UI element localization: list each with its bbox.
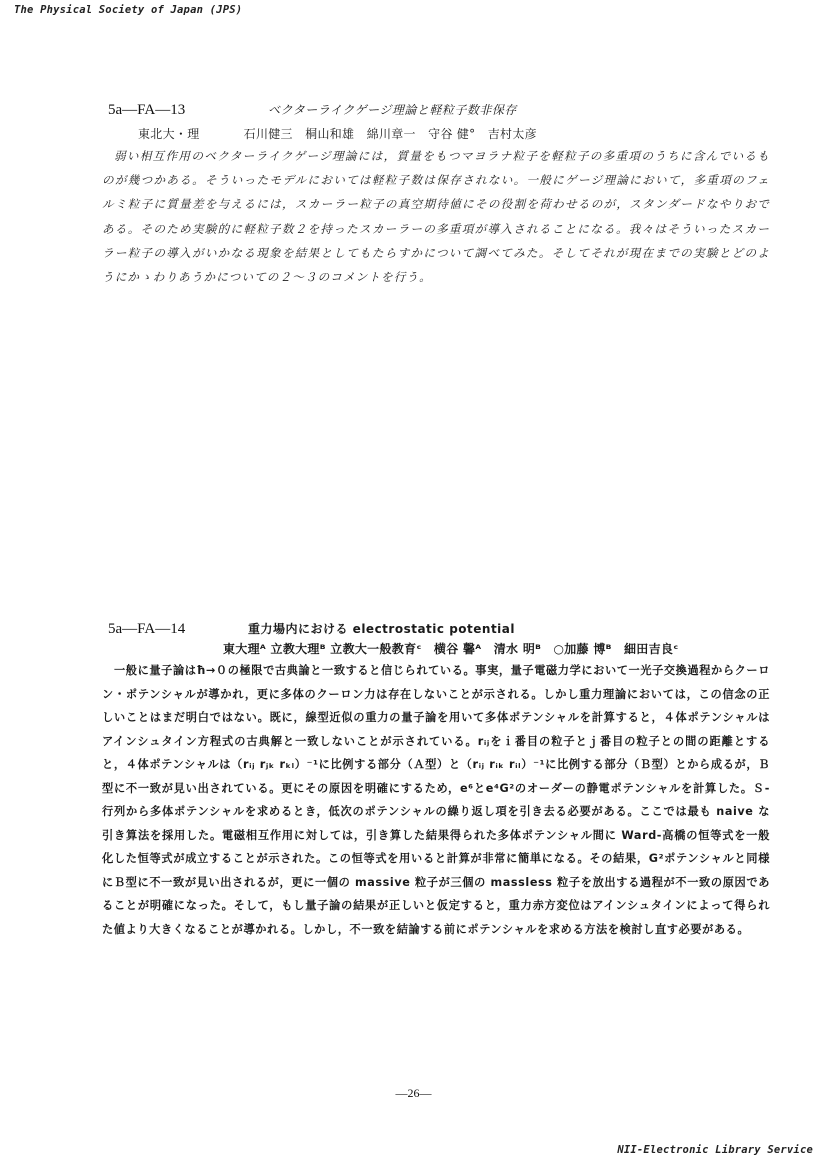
abstract-authors-line xyxy=(108,640,748,657)
abstract-body: 一般に量子論はħ→０の極限で古典論と一致すると信じられている。事実，量子電磁力学において一光子交換過程からクーロン・ポテンシャルが導かれ，更に多体のクーロン力は存在しないことが示される。しかし重力理論においては，この信念の正しいことはまだ明白ではない。既に，線型近似の重力の量子論を用いて多体ポテンシャルを計算すると，４体ポテンシャルはアインシュタイン方程式の古典解と一致しないことが示されている。rᵢⱼをｉ番目の粒子とｊ番目の粒子との間の距離とすると，４体ポテンシャルは（rᵢⱼ rⱼₖ rₖₗ）⁻¹に比例する部分（Ａ型）と（rᵢⱼ rᵢₖ rᵢₗ）⁻¹に比例する部分（Ｂ型）とから成るが，Ｂ型に不一致が見い出されている。更にその原因を明確にするため，e⁶とe⁴G²のオーダーの静電ポテンシャルを計算した。Ｓ-行列から多体ポテンシャルを求めるとき，低次のポテンシャルの繰り返し項を引き去る必要がある。ここでは最も naive な引き算法を採用した。電磁相互作用に対しては，引き算した結果得られた多体ポテンシャル間に Ward-高橋の恒等式を一般化した恒等式が成立することが示された。この恒等式を用いると計算が非常に簡単になる。その結果，G²ポテンシャルと同様にＢ型に不一致が見い出されるが，更に一個の massive 粒子が三個の massless 粒子を放出する過程が不一致の原因であることが明確になった。そして，もし量子論の結果が正しいと仮定すると，重力赤方変位はアインシュタインによって得られた値より大きくなることが導かれる。しかし，不一致を結論する前にポテンシャルを求める方法を検討し直す必要がある。 xyxy=(102,664,770,936)
abstract-authors-line xyxy=(108,125,748,142)
abstract-id: 5a—FA—14 xyxy=(108,621,186,637)
abstract-authors: 石川健三 桐山和雄 綿川章一 守谷 健° 吉村太彦 xyxy=(243,127,537,141)
abstract-title: 重力場内における electrostatic potential xyxy=(248,622,516,636)
abstract-affiliation: 東北大・理 xyxy=(138,127,200,141)
library-footer: NII-Electronic Library Service xyxy=(617,1144,813,1156)
abstract-authors: 東大理ᴬ 立教大理ᴮ 立教大一般教育ᶜ 横谷 馨ᴬ 清水 明ᴮ ○加藤 博ᴮ 細田吉良ᶜ xyxy=(223,642,679,656)
abstract-body: 弱い相互作用のベクターライクゲージ理論には，質量をもつマヨラナ粒子を軽粒子の多重項のうちに含んでいるものが幾つかある。そういったモデルにおいては軽粒子数は保存されない。一般にゲージ理論において，多重項のフェルミ粒子に質量差を与えるには，スカーラー粒子の真空期待値にその役割を荷わせるのが，スタンダードなやりおである。そのため実験的に軽粒子数２を持ったスカーラーの多重項が導入されることになる。我々はそういったスカーラー粒子の導入がいかなる現象を結果としてもたらすかについて調べてみた。そしてそれが現在までの実験とどのようにかゝわりあうかについての２～３のコメントを行う。 xyxy=(102,149,770,285)
abstract-5a-fa-13 xyxy=(102,101,770,301)
society-header: The Physical Society of Japan (JPS) xyxy=(14,4,243,16)
page-number: —26— xyxy=(395,1086,432,1100)
abstract-title-row xyxy=(108,101,748,119)
abstract-id: 5a—FA—13 xyxy=(108,102,186,118)
abstract-title-row xyxy=(108,620,748,638)
abstract-5a-fa-14 xyxy=(102,620,770,952)
abstract-title: ベクターライクゲージ理論と軽粒子数非保存 xyxy=(268,103,517,117)
